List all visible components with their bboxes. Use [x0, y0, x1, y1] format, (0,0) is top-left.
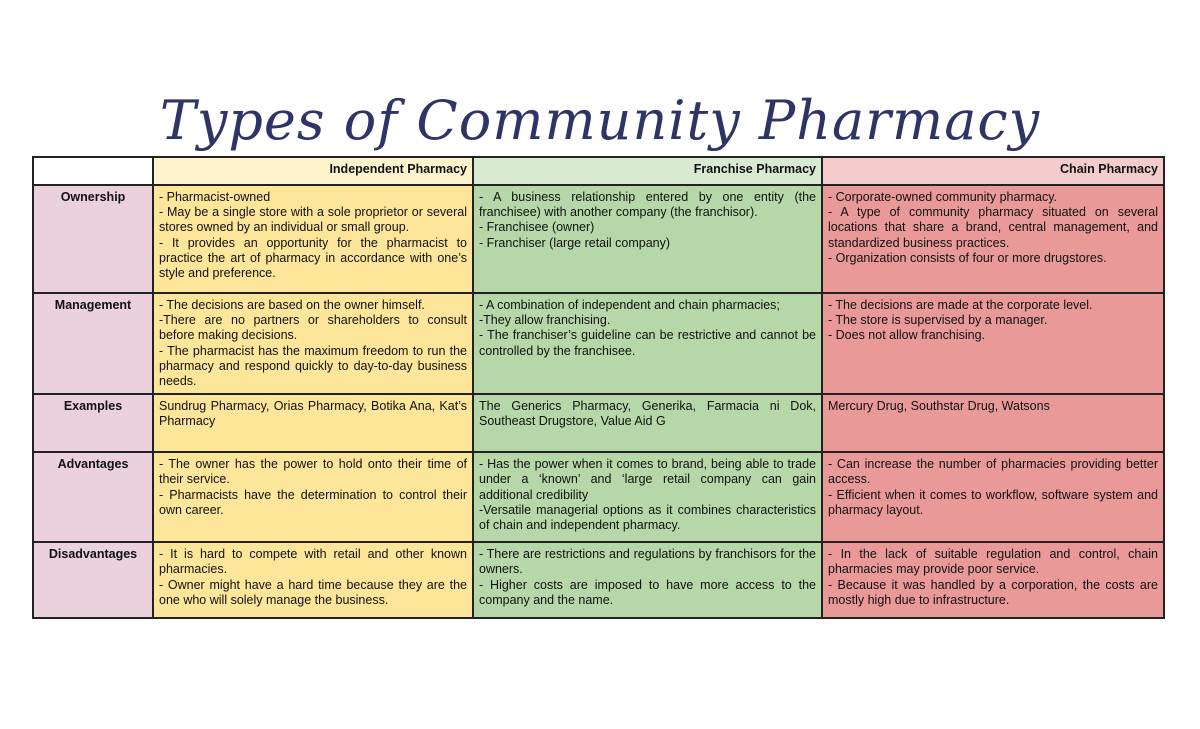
cell-line: - There are restrictions and regulations by franchisors for the owners.: [479, 547, 816, 577]
cell-line: - In the lack of suitable regulation and control, chain pharmacies may provide poor service.: [828, 547, 1158, 577]
cell-line: - The decisions are based on the owner himself.: [159, 298, 425, 312]
cell-line: - A combination of independent and chain pharmacies;: [479, 298, 780, 312]
ownership-chain-cell: [822, 185, 1164, 293]
disadvantages-chain-cell: [822, 542, 1164, 618]
advantages-row: [33, 452, 1164, 542]
corner-header: [33, 157, 153, 185]
disadvantages-row: [33, 542, 1164, 618]
cell-line: - Pharmacists have the determination to control their own career.: [159, 487, 467, 517]
management-row: [33, 293, 1164, 394]
cell-line: - Efficient when it comes to workflow, software system and pharmacy layout.: [828, 487, 1158, 517]
header-row: [33, 157, 1164, 185]
cell-line: - Has the power when it comes to brand, being able to trade under a ‘known’ and ‘large retail company can gain additional credibility: [479, 457, 816, 502]
cell-line: - May be a single store with a sole proprietor or several stores owned by an individual or small group.: [159, 205, 467, 235]
management-label: Management: [33, 293, 153, 394]
ownership-row: [33, 185, 1164, 293]
cell-line: - Pharmacist-owned: [159, 190, 271, 204]
advantages-independent-cell: [153, 452, 473, 542]
examples-row: [33, 394, 1164, 452]
examples-label: Examples: [33, 394, 153, 452]
cell-line: Mercury Drug, Southstar Drug, Watsons: [828, 399, 1050, 414]
ownership-franchise-cell: [473, 185, 822, 293]
disadvantages-independent-cell: [153, 542, 473, 618]
chain-pharmacy-header: Chain Pharmacy: [822, 157, 1164, 185]
examples-chain-cell: [822, 394, 1164, 452]
cell-line: - Corporate-owned community pharmacy.: [828, 190, 1058, 204]
franchise-pharmacy-header: Franchise Pharmacy: [473, 157, 822, 185]
cell-line: -Versatile managerial options as it combines characteristics of chain and independent pharmacy.: [479, 502, 816, 533]
cell-line: - The decisions are made at the corporate level.: [828, 298, 1093, 312]
management-franchise-cell: [473, 293, 822, 394]
cell-line: - Owner might have a hard time because they are the one who will solely manage the business.: [159, 577, 467, 607]
cell-line: - It provides an opportunity for the pharmacist to practice the art of pharmacy in accordance with one’s style and preference.: [159, 235, 467, 281]
cell-line: - Higher costs are imposed to have more access to the company and the name.: [479, 577, 816, 607]
cell-line: - The pharmacist has the maximum freedom to run the pharmacy and respond quickly to day-to-day business needs.: [159, 343, 467, 389]
disadvantages-label: Disadvantages: [33, 542, 153, 618]
independent-pharmacy-header: Independent Pharmacy: [153, 157, 473, 185]
cell-line: - Franchisee (owner): [479, 220, 595, 235]
cell-line: - Because it was handled by a corporation, the costs are mostly high due to infrastructure.: [828, 577, 1158, 607]
cell-line: - Can increase the number of pharmacies providing better access.: [828, 457, 1158, 487]
examples-independent-cell: [153, 394, 473, 452]
management-independent-cell: [153, 293, 473, 394]
advantages-chain-cell: [822, 452, 1164, 542]
management-chain-cell: [822, 293, 1164, 394]
cell-line: - The franchiser’s guideline can be restrictive and cannot be controlled by the franchisee.: [479, 328, 816, 358]
cell-line: -There are no partners or shareholders to consult before making decisions.: [159, 313, 467, 343]
cell-line: - Does not allow franchising.: [828, 328, 986, 343]
cell-line: - A type of community pharmacy situated on several locations that share a brand, central management, and standardized business practices.: [828, 205, 1158, 250]
advantages-franchise-cell: [473, 452, 822, 542]
cell-line: - Franchiser (large retail company): [479, 235, 671, 250]
page-title: Types of Community Pharmacy: [159, 89, 1041, 152]
cell-line: - Organization consists of four or more drugstores.: [828, 250, 1107, 265]
cell-line: - A business relationship entered by one entity (the franchisee) with another company (the franchisor).: [479, 190, 816, 220]
examples-franchise-cell: [473, 394, 822, 452]
ownership-label: Ownership: [33, 185, 153, 293]
cell-line: -They allow franchising.: [479, 313, 611, 328]
cell-line: - The owner has the power to hold onto their time of their service.: [159, 457, 467, 487]
ownership-independent-cell: [153, 185, 473, 293]
advantages-label: Advantages: [33, 452, 153, 542]
cell-line: - It is hard to compete with retail and other known pharmacies.: [159, 547, 467, 577]
disadvantages-franchise-cell: [473, 542, 822, 618]
comparison-table: [32, 156, 1165, 619]
cell-line: Sundrug Pharmacy, Orias Pharmacy, Botika Ana, Kat’s Pharmacy: [159, 399, 467, 429]
cell-line: - The store is supervised by a manager.: [828, 313, 1048, 328]
cell-line: The Generics Pharmacy, Generika, Farmacia ni Dok, Southeast Drugstore, Value Aid G: [479, 399, 816, 429]
